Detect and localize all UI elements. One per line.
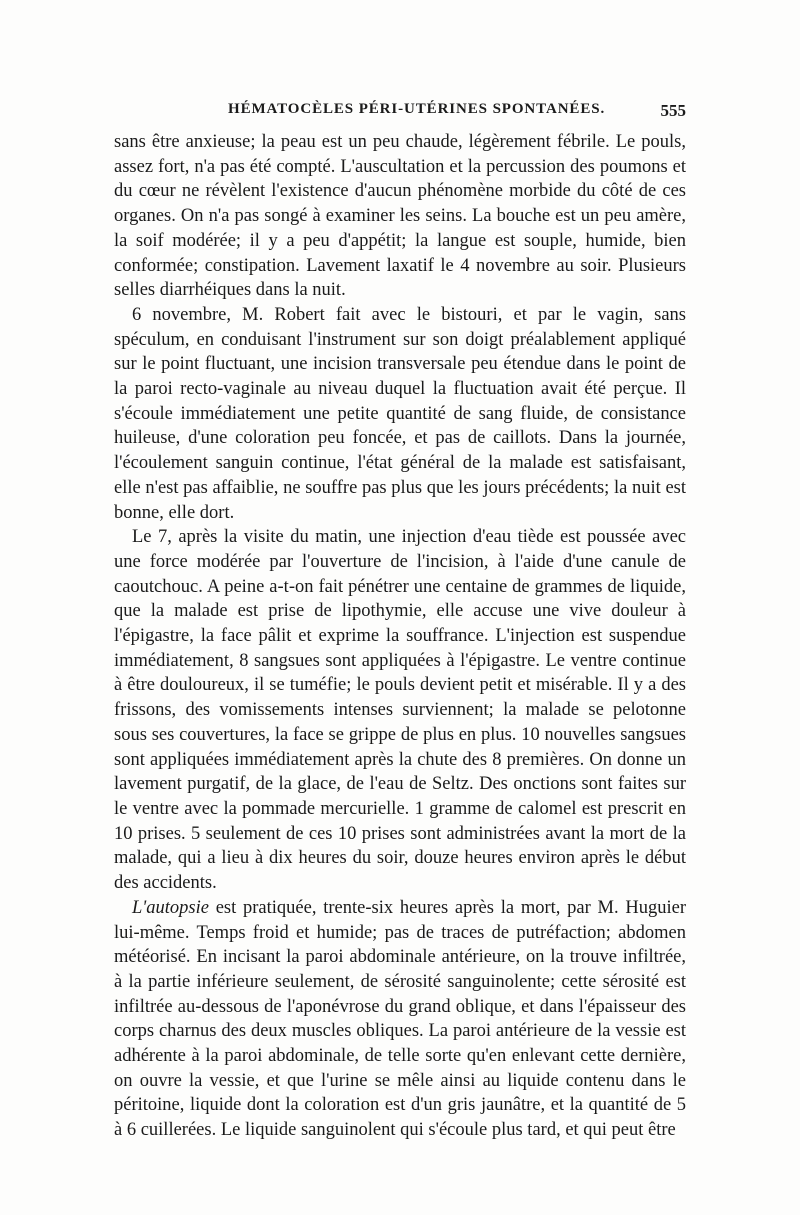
page-number: 555 (660, 101, 686, 120)
paragraph-autopsie (114, 896, 686, 1143)
paragraph-le-7: Le 7, après la visite du matin, une injection d'eau tiède est poussée avec une force modérée par l'ouverture de l'incision, à l'aide d'une canule de caoutchouc. A peine a-t-on fait pénétrer une centaine de grammes de liquide, que la malade est prise de lipothymie, elle accuse une vive douleur à l'épigastre, la face pâlit et exprime la souffrance. L'injection est suspendue immédiatement, 8 sangsues sont appliquées à l'épigastre. Le ventre continue à être douloureux, il se tuméfie; le pouls devient petit et misérable. Il y a des frissons, des vomissements intenses surviennent; la malade se pelotonne sous ses couvertures, la face se grippe de plus en plus. 10 nouvelles sangsues sont appliquées immédiatement après la chute des 8 premières. On donne un lavement purgatif, de la glace, de l'eau de Seltz. Des onctions sont faites sur le ventre avec la pommade mercurielle. 1 gramme de calomel est prescrit en 10 prises. 5 seulement de ces 10 prises sont administrées avant la mort de la malade, qui a lieu à dix heures du soir, douze heures environ après le début des accidents. (114, 527, 686, 894)
paragraph-continuation: sans être anxieuse; la peau est un peu chaude, légèrement fébrile. Le pouls, assez fort, n'a pas été compté. L'auscultation et la percussion des poumons et du cœur ne révèlent l'existence d'aucun phénomène morbide du côté de ces organes. On n'a pas songé à examiner les seins. La bouche est un peu amère, la soif modérée; il y a peu d'appétit; la langue est souple, humide, bien conformée; constipation. Lavement laxatif le 4 novembre au soir. Plusieurs selles diarrhéiques dans la nuit. (114, 132, 686, 301)
paragraph-6-novembre: 6 novembre, M. Robert fait avec le bistouri, et par le vagin, sans spéculum, en conduisant l'instrument sur son doigt préalablement appliqué sur le point fluctuant, une incision transversale peu étendue dans le point de la paroi recto-vaginale au niveau duquel la fluctuation avait été perçue. Il s'écoule immédiatement une petite quantité de sang fluide, de consistance huileuse, d'une coloration peu foncée, et pas de caillots. Dans la journée, l'écoulement sanguin continue, l'état général de la malade est satisfaisant, elle n'est pas affaiblie, ne souffre pas plus que les jours précédents; la nuit est bonne, elle dort. (114, 304, 686, 523)
page-header (118, 101, 686, 129)
autopsie-lead: L'autopsie (132, 897, 209, 918)
running-head: HÉMATOCÈLES PÉRI-UTÉRINES SPONTANÉES. (228, 101, 606, 117)
body-text (114, 130, 686, 1143)
autopsie-text: est pratiquée, trente-six heures après la mort, par M. Huguier lui-même. Temps froid et humide; pas de traces de putréfaction; abdomen météorisé. En incisant la paroi abdominale antérieure, on la trouve infiltrée, à la partie inférieure seulement, de sérosité sanguinolente; cette sérosité est infiltrée au-dessous de l'aponévrose du grand oblique, et dans l'épaisseur des corps charnus des deux muscles obliques. La paroi antérieure de la vessie est adhérente à la paroi abdominale, de telle sorte qu'en enlevant cette dernière, on ouvre la vessie, et que l'urine se mêle ainsi au liquide contenu dans le péritoine, liquide dont la coloration est d'un gris jaunâtre, et la quantité de 5 à 6 cuillerées. Le liquide sanguinolent qui s'écoule plus tard, et qui peut être (114, 897, 686, 1141)
